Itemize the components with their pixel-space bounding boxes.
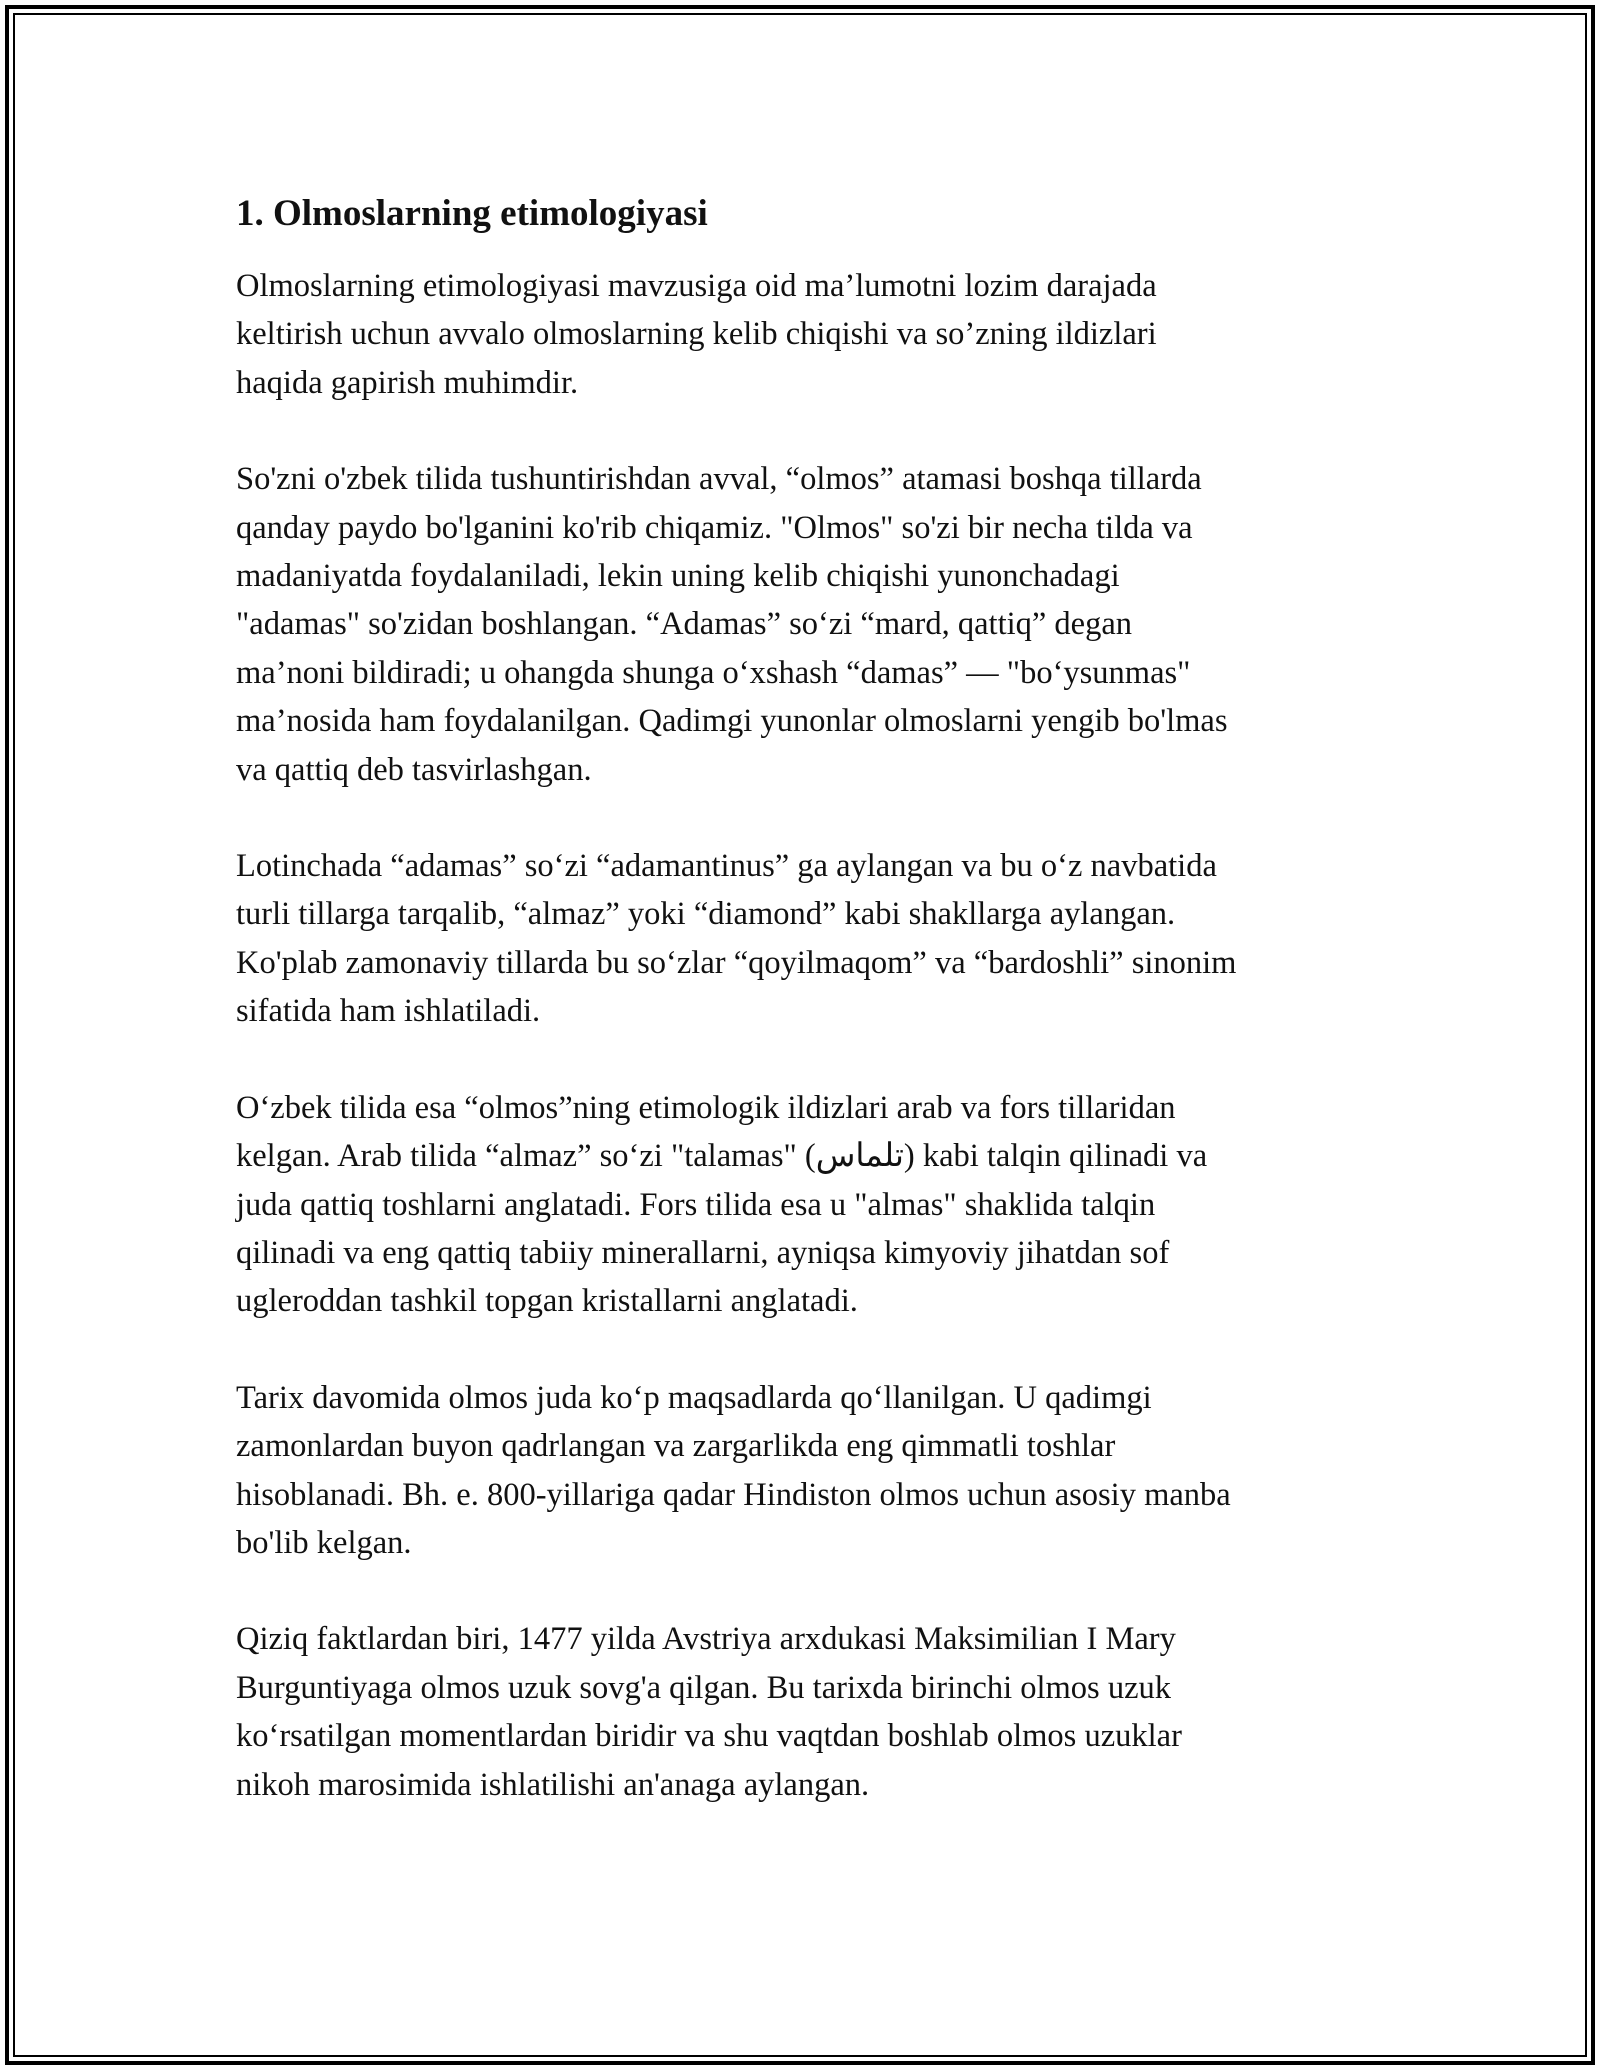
text-line: Tarix davomida olmos juda ko‘p maqsadlarda qo‘llanilgan. U qadimgi: [236, 1379, 1152, 1416]
section-heading: 1. Olmoslarning etimologiyasi: [236, 193, 708, 234]
text-line: Ko'plab zamonaviy tillarda bu so‘zlar “qoyilmaqom” va “bardoshli” sinonim: [236, 944, 1237, 981]
text-line: qilinadi va eng qattiq tabiiy minerallarni, ayniqsa kimyoviy jihatdan sof: [236, 1234, 1170, 1271]
text-line: keltirish uchun avvalo olmoslarning kelib chiqishi va so’zning ildizlari: [236, 316, 1157, 353]
text-line: ma’noni bildiradi; u ohangda shunga o‘xshash “damas” — "bo‘ysunmas": [236, 654, 1191, 691]
text-line: Burguntiyaga olmos uzuk sovg'a qilgan. Bu tarixda birinchi olmos uzuk: [236, 1669, 1171, 1706]
text-line: qanday paydo bo'lganini ko'rib chiqamiz. "Olmos" so'zi bir necha tilda va: [236, 509, 1193, 546]
paragraph-fact: [236, 1615, 1386, 1809]
paragraph-intro: [236, 262, 1386, 407]
text-line: Qiziq faktlardan biri, 1477 yilda Avstriya arxdukasi Maksimilian I Mary: [236, 1621, 1176, 1658]
text-line: Lotinchada “adamas” so‘zi “adamantinus” ga aylangan va bu o‘z navbatida: [236, 848, 1217, 885]
text-line: ugleroddan tashkil topgan kristallarni anglatadi.: [236, 1283, 858, 1320]
text-line: "adamas" so'zidan boshlangan. “Adamas” so‘zi “mard, qattiq” degan: [236, 606, 1133, 643]
text-line: Olmoslarning etimologiyasi mavzusiga oid ma’lumotni lozim darajada: [236, 268, 1157, 304]
text-line: zamonlardan buyon qadrlangan va zargarlikda eng qimmatli toshlar: [236, 1428, 1116, 1465]
text-line: hisoblanadi. Bh. e. 800-yillariga qadar Hindiston olmos uchun asosiy manba: [236, 1476, 1231, 1513]
text-line: sifatida ham ishlatiladi.: [236, 993, 541, 1030]
paragraph-latin-origin: [236, 842, 1386, 1036]
text-line: ma’nosida ham foydalanilgan. Qadimgi yunonlar olmoslarni yengib bo'lmas: [236, 703, 1228, 740]
text-line: juda qattiq toshlarni anglatadi. Fors tilida esa u "almas" shaklida talqin: [236, 1186, 1156, 1223]
paragraph-history: [236, 1374, 1386, 1568]
text-line: So'zni o'zbek tilida tushuntirishdan avval, “olmos” atamasi boshqa tillarda: [236, 461, 1202, 498]
text-line: turli tillarga tarqalib, “almaz” yoki “diamond” kabi shakllarga aylangan.: [236, 896, 1176, 933]
document-body: [236, 186, 1386, 1857]
text-line: va qattiq deb tasvirlashgan.: [236, 751, 592, 788]
text-line: haqida gapirish muhimdir.: [236, 364, 579, 401]
text-line: ko‘rsatilgan momentlardan biridir va shu vaqtdan boshlab olmos uzuklar: [236, 1718, 1182, 1755]
paragraph-greek-origin: [236, 455, 1386, 794]
text-line: bo'lib kelgan.: [236, 1524, 412, 1561]
text-line: nikoh marosimida ishlatilishi an'anaga aylangan.: [236, 1766, 870, 1803]
text-line: madaniyatda foydalaniladi, lekin uning kelib chiqishi yunonchadagi: [236, 558, 1120, 595]
text-line: kelgan. Arab tilida “almaz” so‘zi "talamas" (تلماس) kabi talqin qilinadi va: [236, 1138, 1208, 1175]
paragraph-uzbek-origin: [236, 1084, 1386, 1326]
text-line: O‘zbek tilida esa “olmos”ning etimologik ildizlari arab va fors tillaridan: [236, 1089, 1176, 1126]
